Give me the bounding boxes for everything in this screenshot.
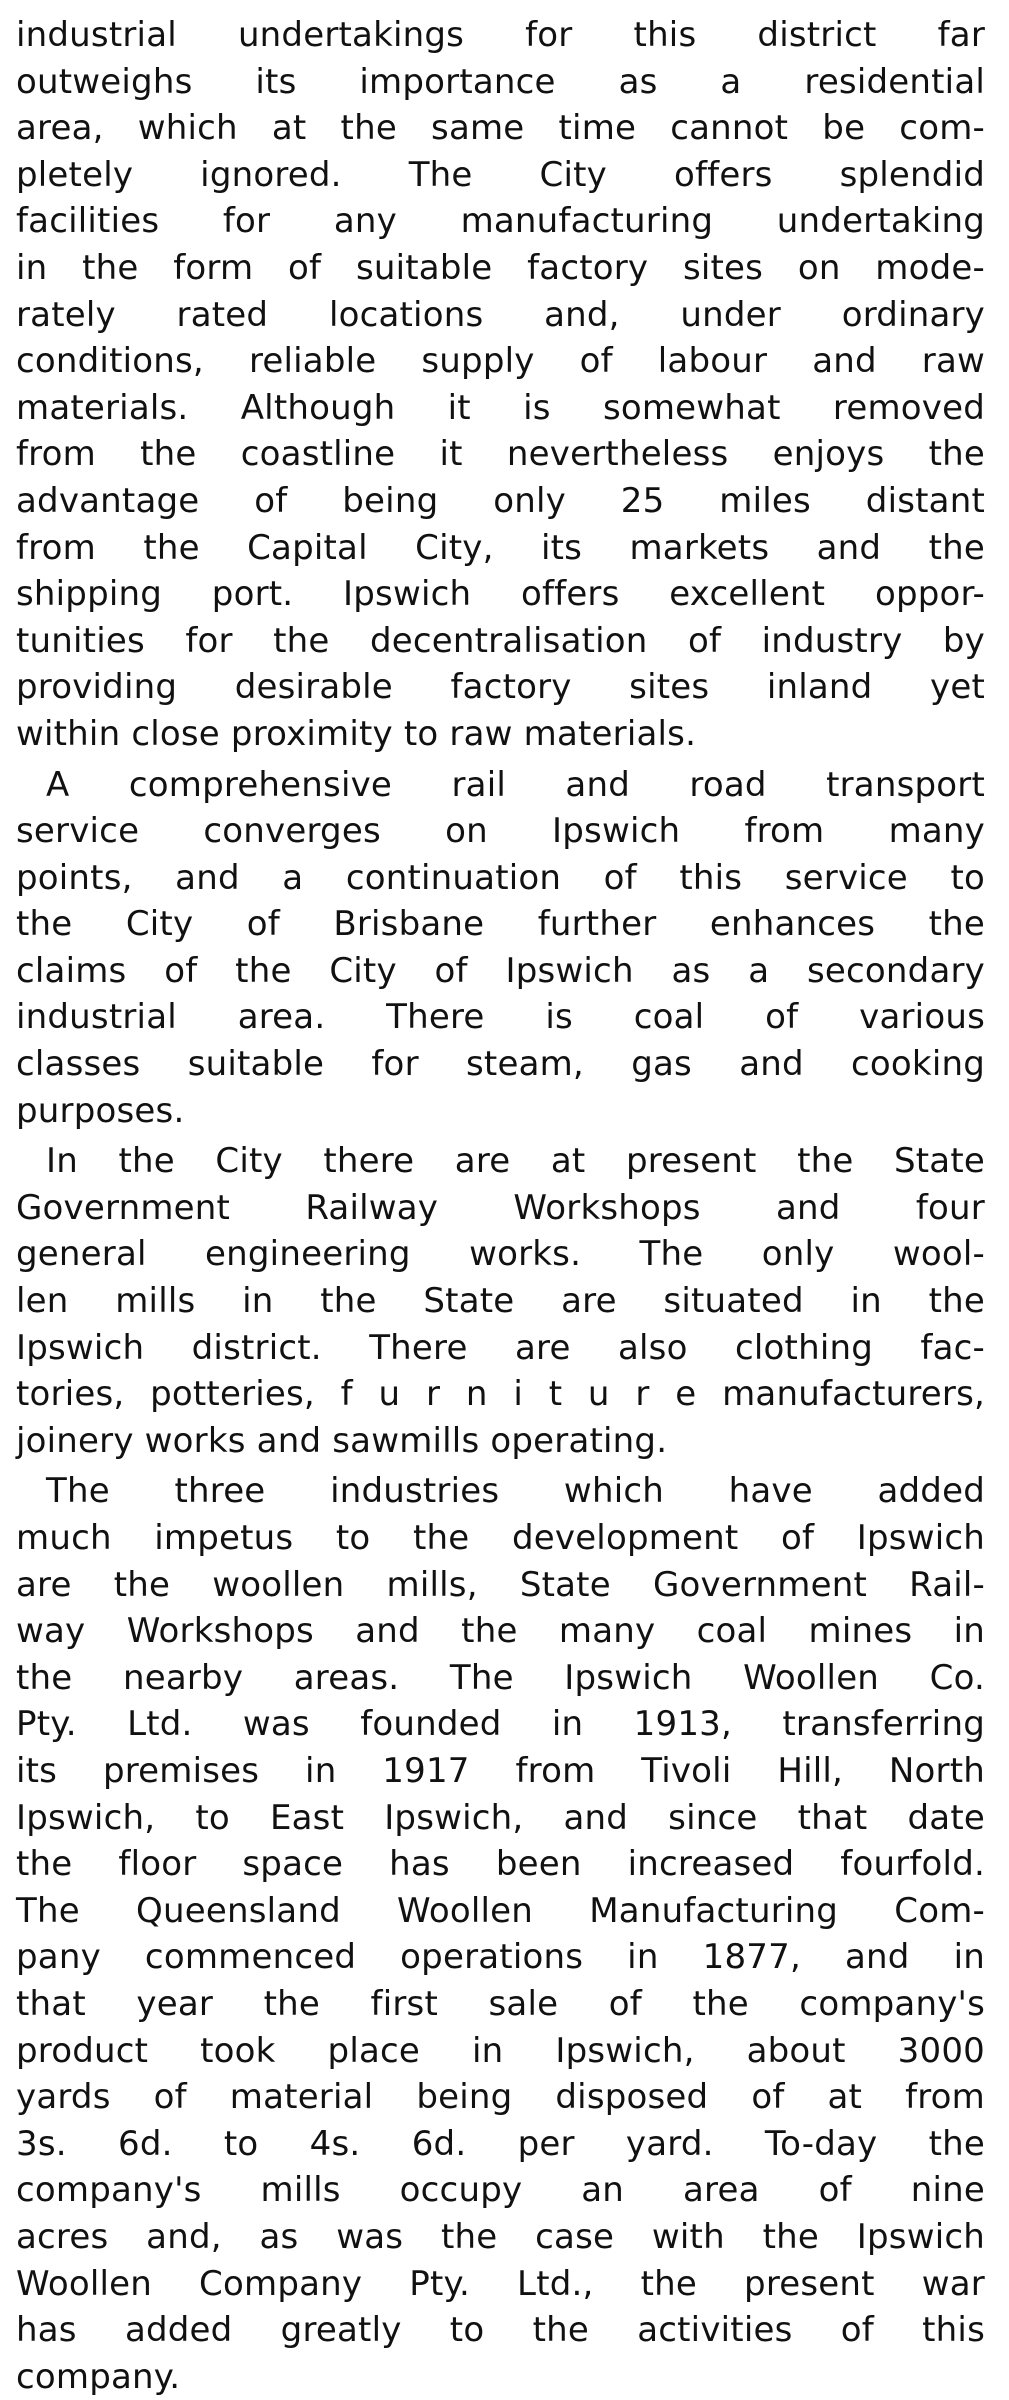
- text-line: materials. Although it is somewhat removed: [16, 387, 985, 428]
- text-line: yards of material being disposed of at from: [16, 2077, 985, 2118]
- text-line: The Queensland Woollen Manufacturing Com-: [16, 1890, 985, 1931]
- paragraph-transport-service: [16, 762, 985, 1135]
- text-line: tunities for the decentralisation of industry by: [16, 620, 985, 661]
- text-line: joinery works and sawmills operating.: [16, 1420, 668, 1461]
- text-line: from the Capital City, its markets and the: [16, 527, 985, 568]
- text-line: industrial undertakings for this district far: [16, 15, 985, 55]
- text-line: In the City there are at present the State: [46, 1141, 985, 1182]
- text-line: the City of Brisbane further enhances the: [16, 904, 985, 945]
- text-line: in the form of suitable factory sites on mode-: [16, 247, 985, 288]
- paragraph-city-industries: [16, 1138, 985, 1464]
- text-line: way Workshops and the many coal mines in: [16, 1611, 985, 1652]
- text-line: Ipswich district. There are also clothing fac-: [16, 1327, 985, 1368]
- text-line: that year the first sale of the company's: [16, 1983, 985, 2024]
- text-line: outweighs its importance as a residential: [16, 61, 985, 102]
- text-line: classes suitable for steam, gas and cooking: [16, 1044, 985, 1085]
- text-line: 3s. 6d. to 4s. 6d. per yard. To-day the: [16, 2123, 985, 2164]
- text-line: its premises in 1917 from Tivoli Hill, North: [16, 1750, 985, 1791]
- text-line: points, and a continuation of this service to: [16, 857, 985, 898]
- text-line: pletely ignored. The City offers splendid: [16, 154, 985, 195]
- text-line: facilities for any manufacturing undertaking: [16, 201, 985, 242]
- text-line: tories, potteries, f u r n i t u r e manufacturers,: [16, 1374, 985, 1415]
- text-line: within close proximity to raw materials.: [16, 713, 697, 754]
- text-line: industrial area. There is coal of various: [16, 997, 985, 1038]
- text-line: Government Railway Workshops and four: [16, 1187, 985, 1228]
- text-line: company's mills occupy an area of nine: [16, 2170, 985, 2211]
- text-line: company.: [16, 2356, 181, 2397]
- text-line: acres and, as was the case with the Ipswich: [16, 2216, 985, 2257]
- text-line: purposes.: [16, 1090, 185, 1131]
- text-line: claims of the City of Ipswich as a secondary: [16, 950, 985, 991]
- text-line: has added greatly to the activities of this: [16, 2310, 985, 2351]
- text-line: A comprehensive rail and road transport: [46, 764, 985, 805]
- text-line: much impetus to the development of Ipswich: [16, 1518, 985, 1558]
- text-line: rately rated locations and, under ordinary: [16, 294, 985, 335]
- paragraph-industrial-undertakings: [16, 12, 985, 758]
- text-line: from the coastline it nevertheless enjoys the: [16, 434, 985, 475]
- text-line: advantage of being only 25 miles distant: [16, 480, 985, 521]
- text-line: service converges on Ipswich from many: [16, 811, 985, 852]
- text-line: product took place in Ipswich, about 3000: [16, 2030, 985, 2071]
- text-line: shipping port. Ipswich offers excellent oppor-: [16, 574, 985, 615]
- text-line: len mills in the State are situated in the: [16, 1281, 985, 1322]
- text-line: conditions, reliable supply of labour and raw: [16, 341, 985, 382]
- paragraph-three-industries: [16, 1468, 985, 2400]
- text-line: Pty. Ltd. was founded in 1913, transferring: [16, 1704, 985, 1745]
- text-line: area, which at the same time cannot be com-: [16, 108, 985, 149]
- text-line: the nearby areas. The Ipswich Woollen Co.: [16, 1657, 985, 1698]
- text-line: general engineering works. The only wool-: [16, 1234, 985, 1275]
- text-line: Ipswich, to East Ipswich, and since that date: [16, 1797, 985, 1838]
- text-line: are the woollen mills, State Government Rail-: [16, 1564, 985, 1605]
- text-line: providing desirable factory sites inland yet: [16, 667, 985, 708]
- text-line: The three industries which have added: [46, 1471, 985, 1512]
- text-line: Woollen Company Pty. Ltd., the present war: [16, 2263, 985, 2304]
- text-line: pany commenced operations in 1877, and in: [16, 1937, 985, 1978]
- text-line: the floor space has been increased fourfold.: [16, 1844, 985, 1885]
